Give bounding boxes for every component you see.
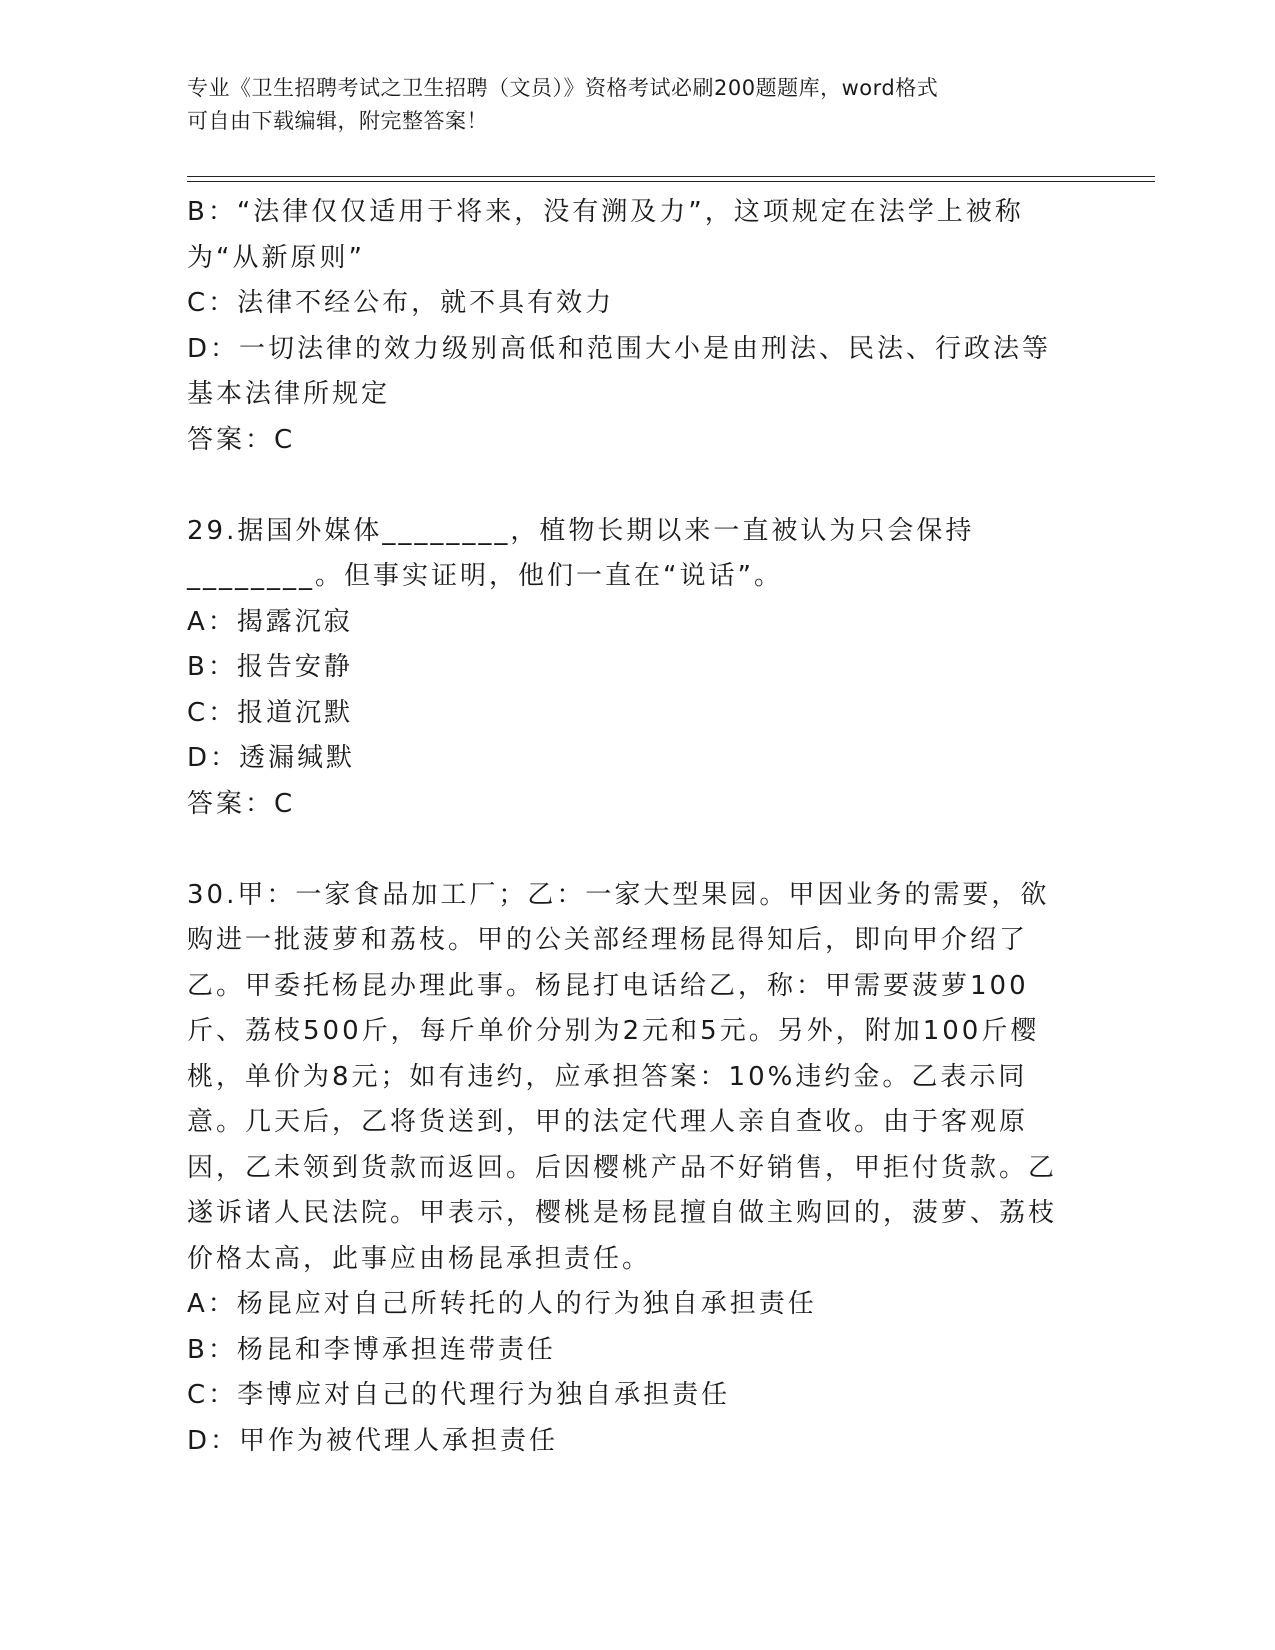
header-title-line1: 专业《卫生招聘考试之卫生招聘（文员）》资格考试必刷200题题库，word格式 [187, 76, 939, 100]
header-title-line2: 可自由下载编辑，附完整答案！ [187, 109, 488, 133]
question-29 [187, 509, 1077, 828]
question-29-stem: 29.据国外媒体________，植物长期以来一直被认为只会保持________。但事实证明，他们一直在“说话”。 [187, 515, 975, 591]
question-29-option-d: D：透漏缄默 [187, 743, 356, 773]
question-30-option-b: B：杨昆和李博承担连带责任 [187, 1334, 556, 1365]
section-spacer [187, 463, 1077, 509]
question-28-option-d: D：一切法律的效力级别高低和范围大小是由刑法、民法、行政法等基本法律所规定 [187, 333, 1052, 409]
question-30-stem: 30.甲：一家食品加工厂；乙：一家大型果园。甲因业务的需要，欲购进一批菠萝和荔枝。甲的公关部经理杨昆得知后，即向甲介绍了乙。甲委托杨昆办理此事。杨昆打电话给乙，称：甲需要菠萝100斤、荔枝500斤，每斤单价分别为2元和5元。另外，附加100斤樱桃，单价为8元；如有违约，应承担答案：10%违约金。乙表示同意。几天后，乙将货送到，甲的法定代理人亲自查收。由于客观原因，乙未领到货款而返回。后因樱桃产品不好销售，甲拒付货款。乙遂诉诸人民法院。甲表示，樱桃是杨昆擅自做主购回的，菠萝、荔枝价格太高，此事应由杨昆承担责任。 [187, 879, 1058, 1274]
document-body [187, 190, 1077, 1464]
question-30-option-d: D：甲作为被代理人承担责任 [187, 1425, 559, 1456]
section-spacer [187, 827, 1077, 873]
question-28-option-b: B：“法律仅仅适用于将来，没有溯及力”，这项规定在法学上被称为“从新原则” [187, 197, 1024, 273]
question-28 [187, 190, 1077, 463]
question-30 [187, 873, 1077, 1465]
question-29-option-a: A：揭露沉寂 [187, 606, 353, 637]
document-header [187, 72, 1067, 138]
question-28-answer: 答案：C [187, 424, 296, 455]
question-29-option-c: C：报道沉默 [187, 697, 354, 728]
header-divider-top [187, 176, 1155, 177]
question-29-answer: 答案：C [187, 788, 296, 819]
question-30-option-c: C：李博应对自己的代理行为独自承担责任 [187, 1380, 731, 1410]
question-28-option-c: C：法律不经公布，就不具有效力 [187, 288, 615, 318]
question-30-option-a: A：杨昆应对自己所转托的人的行为独自承担责任 [187, 1289, 817, 1319]
question-29-option-b: B：报告安静 [187, 652, 353, 682]
header-divider-bottom [187, 181, 1155, 182]
